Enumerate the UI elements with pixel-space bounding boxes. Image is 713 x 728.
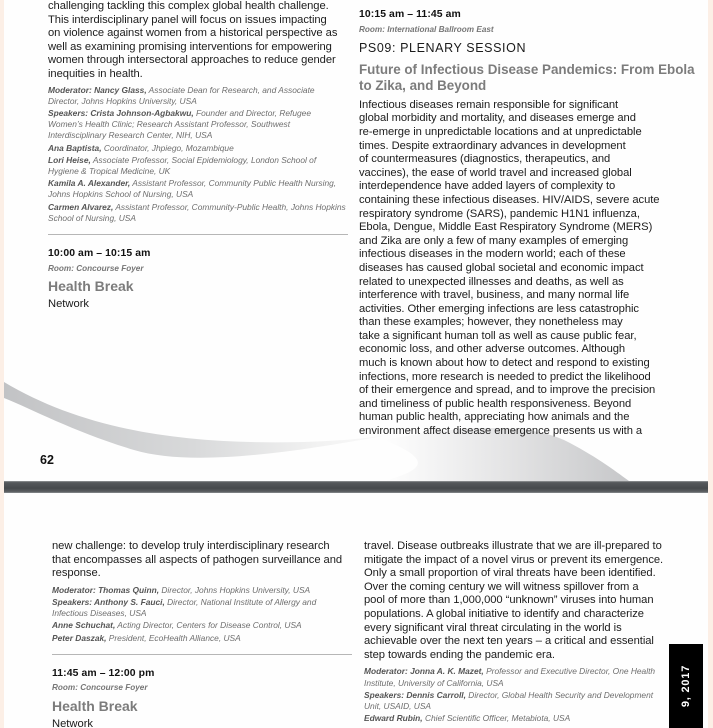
section-divider: [52, 654, 352, 655]
text-line: travel. Disease outbreaks illustrate that we are ill-prepared to: [364, 540, 662, 552]
text-line: related to unexpected illnesses and deaths, as well as: [359, 275, 624, 288]
session-title: Health Break: [48, 278, 134, 295]
left-column: [48, 0, 348, 312]
text-line: challenging tackling this complex global health challenge.: [48, 0, 329, 12]
session-time: 10:00 am – 10:15 am: [48, 248, 151, 259]
credit-entry: Kamila A. Alexander, Assistant Professor, Community Public Health Nursing, Johns Hopkins School of Nursing, USA: [48, 178, 337, 200]
text-line: mitigate the impact of a novel virus or prevent its emergence.: [364, 553, 664, 566]
text-line: vaccines), the ease of world travel and increased global: [359, 166, 632, 179]
text-line: pool of more than 1,000,000 “unknown” viruses into human: [364, 594, 654, 607]
text-line: inequities in health.: [48, 67, 143, 80]
text-line: re-emerge in unpredictable locations and at unpredictable: [359, 125, 642, 138]
text-line: and Zika are only a few of many examples of emerging: [359, 234, 629, 247]
credit-entry: Speakers: Anthony S. Fauci, Director, National Institute of Allergy and Infectious Diseases, USA: [52, 596, 317, 619]
session-label: PS09: PLENARY SESSION: [359, 41, 527, 56]
session-title: Future of Infectious Disease Pandemics: From Ebola to Zika, and Beyond: [359, 61, 695, 93]
session-room: Room: International Ballroom East: [359, 24, 494, 34]
speaker-credits: [48, 85, 348, 224]
right-column: [364, 540, 664, 725]
text-line: activities. Other emerging infections are less catastrophic: [359, 302, 639, 315]
text-line: diseases has caused global societal and economic impact: [359, 261, 644, 274]
text-line: and timeliness of public health responsiveness. Beyond: [359, 397, 632, 410]
date-side-tab: [669, 644, 703, 728]
text-line: human public health, appreciating how animals and the: [359, 411, 630, 424]
health-break-session: [52, 667, 352, 728]
session-room: Room: Concourse Foyer: [52, 683, 148, 693]
text-line: of their emergence and spread, and to improve the precision: [359, 384, 656, 397]
text-line: interference with travel, business, and many normal life: [359, 289, 630, 302]
credit-entry: Carmen Alvarez, Assistant Professor, Community-Public Health, Johns Hopkins School of Nursing, USA: [48, 201, 346, 223]
health-break-session: [48, 247, 348, 312]
page-62: [4, 0, 708, 481]
session-room: Room: Concourse Foyer: [48, 263, 144, 273]
speaker-credits: [364, 666, 664, 724]
text-line: step towards ending the pandemic era.: [364, 648, 555, 661]
speaker-credits: [52, 585, 352, 644]
page-63: [4, 493, 708, 728]
text-line: respiratory syndrome (SARS), pandemic H1N1 influenza,: [359, 207, 640, 220]
credit-entry: Edward Rubin, Chief Scientific Officer, Metabiota, USA: [364, 713, 571, 724]
left-column: [52, 540, 352, 728]
text-line: infections, more research is needed to predict the likelihood: [359, 370, 651, 383]
text-line: that encompasses all aspects of pathogen surveillance and: [52, 553, 343, 566]
text-line: achievable over the next ten years – a critical and essential: [364, 635, 654, 648]
page-divider: [4, 481, 708, 493]
credit-entry: Moderator: Jonna A. K. Mazet, Professor and Executive Director, One Health Institute, University of California, USA: [364, 666, 656, 688]
credit-entry: Moderator: Thomas Quinn, Director, Johns Hopkins University, USA: [52, 584, 311, 595]
session-title: Health Break: [52, 697, 138, 714]
text-line: on violence against women from a historical perspective as: [48, 27, 338, 40]
text-line: every significant viral threat circulating in the world is: [364, 621, 622, 634]
text-line: much is known about how to detect and respond to existing: [359, 357, 650, 370]
text-line: take a significant human toll as well as cause public fear,: [359, 329, 637, 342]
credit-entry: Moderator: Nancy Glass, Associate Dean for Research, and Associate Director, Johns Hopkins University, USA: [48, 84, 315, 106]
session-description-continued: [52, 540, 352, 581]
text-line: interdependence have added layers of complexity to: [359, 180, 616, 193]
text-line: economic loss, and other adverse outcomes. Although: [359, 343, 626, 356]
text-line: Infectious diseases remain responsible for significant: [359, 98, 619, 111]
text-line: times. Despite extraordinary advances in development: [359, 139, 626, 152]
text-line: global morbidity and mortality, and diseases emerge and: [359, 112, 636, 125]
session-time: 10:15 am – 11:45 am: [359, 9, 461, 20]
session-time: 11:45 am – 12:00 pm: [52, 667, 155, 679]
text-line: populations. A global initiative to identify and characterize: [364, 607, 644, 620]
text-line: women through intersectoral approaches to reduce gender: [48, 54, 336, 67]
text-line: new challenge: to develop truly interdisciplinary research: [52, 540, 330, 552]
text-line: containing these infectious diseases. HIV/AIDS, severe acute: [359, 193, 660, 206]
credit-entry: Ana Baptista, Coordinator, Jhpiego, Mozambique: [48, 142, 234, 153]
text-line: infectious diseases in the modern world; each of these: [359, 248, 626, 261]
session-description: [359, 99, 704, 439]
right-column: [359, 8, 704, 439]
text-line: This interdisciplinary panel will focus on issues impacting: [48, 13, 327, 26]
credit-entry: Anne Schuchat, Acting Director, Centers for Disease Control, USA: [52, 620, 302, 631]
session-note: Network: [52, 717, 94, 728]
credit-entry: Speakers: Crista Johnson-Agbakwu, Founder and Director, Refugee Women’s Health Clinic; Research Assistant Professor, Southwest Interdisciplinary Research Center, NIH, USA: [48, 107, 311, 141]
text-line: response.: [52, 567, 101, 580]
text-line: than these examples; however, they nonetheless may: [359, 316, 623, 329]
session-note: Network: [48, 298, 90, 311]
text-line: Ebola, Dengue, Middle East Respiratory Syndrome (MERS): [359, 221, 653, 234]
text-line: of countermeasures (diagnostics, therapeutics, and: [359, 153, 611, 166]
text-line: Only a small proportion of viral threats have been identified.: [364, 567, 656, 580]
panel-description: [48, 0, 348, 82]
text-line: environment affect disease emergence presents us with a: [359, 425, 643, 438]
section-divider: [48, 234, 348, 235]
text-line: well as examining promising interventions for empowering: [48, 40, 332, 53]
session-description-continued: [364, 540, 664, 662]
credit-entry: Peter Daszak, President, EcoHealth Alliance, USA: [52, 632, 241, 643]
date-tab-text: 9, 2017: [680, 664, 692, 708]
text-line: Over the coming century we will witness spillover from a: [364, 580, 639, 593]
credit-entry: Speakers: Dennis Carroll, Director, Global Health Security and Development Unit, USAID, USA: [364, 689, 654, 711]
page-number: 62: [40, 453, 54, 467]
credit-entry: Lori Heise, Associate Professor, Social Epidemiology, London School of Hygiene & Tropical Medicine, UK: [48, 154, 317, 176]
